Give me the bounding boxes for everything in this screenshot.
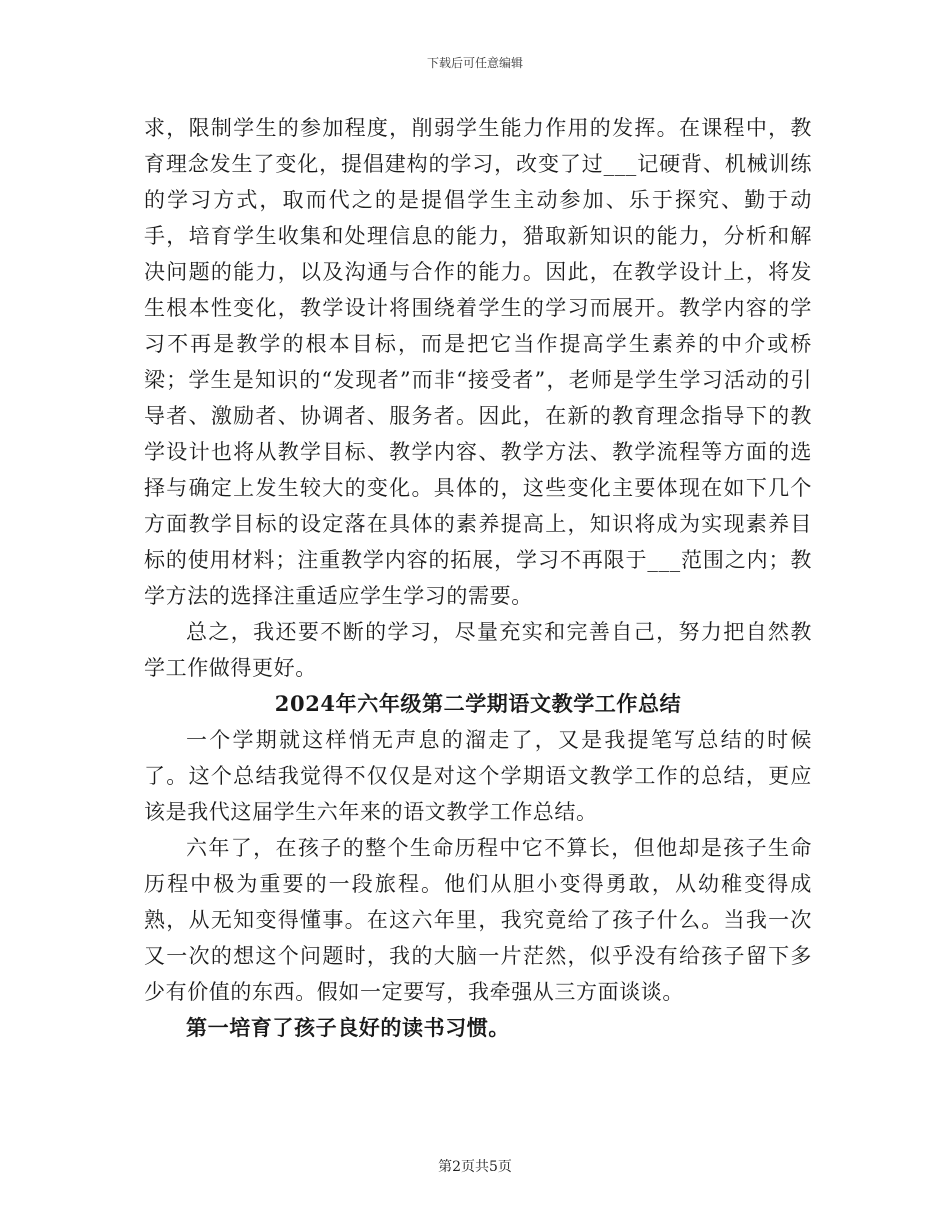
subsection-heading: 第一培育了孩子良好的读书习惯。 [186, 1015, 510, 1040]
body-paragraph-intro: 一个学期就这样悄无声息的溜走了，又是我提笔写总结的时候了。这个总结我觉得不仅仅是对这个学期语文教学工作的总结，更应该是我代这届学生六年来的语文教学工作总结。 [144, 728, 812, 824]
section-title: 2024年六年级第二学期语文教学工作总结 [274, 691, 682, 716]
body-paragraph-continuation: 求，限制学生的参加程度，削弱学生能力作用的发挥。在课程中，教育理念发生了变化，提倡建构的学习，改变了过___记硬背、机械训练的学习方式，取而代之的是提倡学生主动参加、乐于探究、勤于动手，培育学生收集和处理信息的能力，猎取新知识的能力，分析和解决问题的能力，以及沟通与合作的能力。因此，在教学设计上，将发生根本性变化，教学设计将围绕着学生的学习而展开。教学内容的学习不再是教学的根本目标，而是把它当作提高学生素养的中介或桥梁；学生是知识的“发现者”而非“接受者”，老师是学生学习活动的引导者、激励者、协调者、服务者。因此，在新的教育理念指导下的教学设计也将从教学目标、教学内容、教学方法、教学流程等方面的选择与确定上发生较大的变化。具体的，这些变化主要体现在如下几个方面教学目标的设定落在具体的素养提高上，知识将成为实现素养目标的使用材料；注重教学内容的拓展，学习不再限于___范围之内；教学方法的选择注重适应学生学习的需要。 [144, 116, 812, 608]
document-body [144, 110, 812, 1046]
page-header-note: 下载后可任意编辑 [426, 56, 523, 70]
body-paragraph-conclusion: 总之，我还要不断的学习，尽量充实和完善自己，努力把自然教学工作做得更好。 [144, 620, 812, 680]
page-number: 第2页共5页 [438, 1159, 512, 1175]
body-paragraph-reflection: 六年了，在孩子的整个生命历程中它不算长，但他却是孩子生命历程中极为重要的一段旅程。他们从胆小变得勇敢，从幼稚变得成熟，从无知变得懂事。在这六年里，我究竟给了孩子什么。当我一次又一次的想这个问题时，我的大脑一片茫然，似乎没有给孩子留下多少有价值的东西。假如一定要写，我牵强从三方面谈谈。 [144, 836, 812, 1004]
